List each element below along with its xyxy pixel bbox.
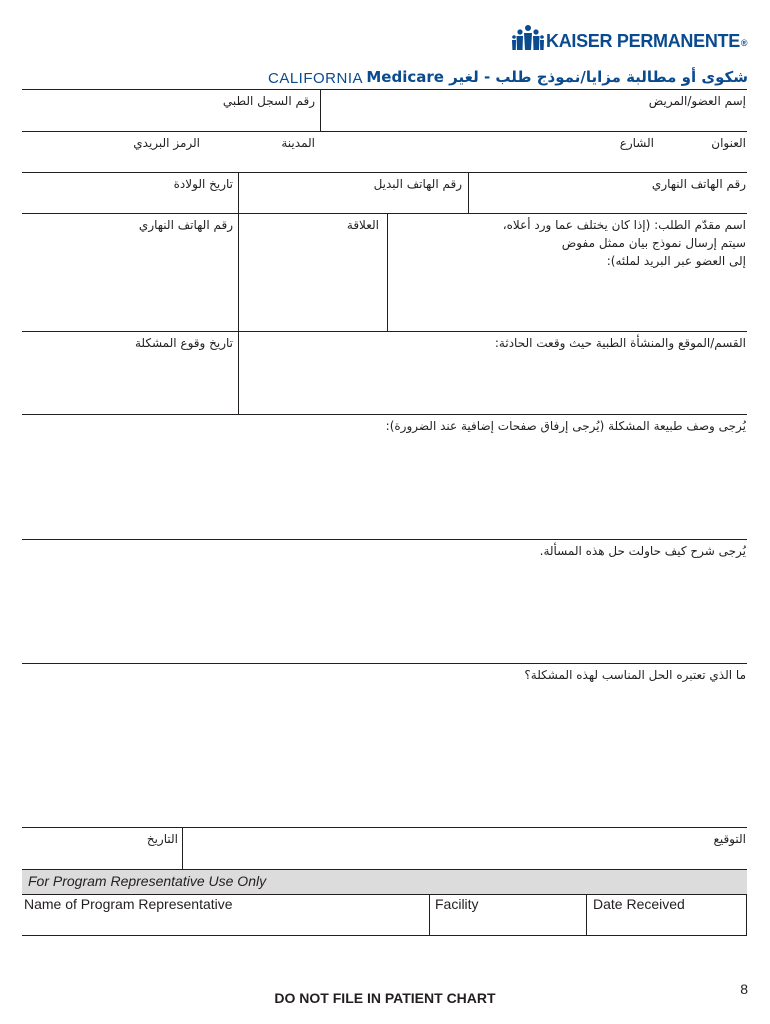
rep-name-field[interactable]: Name of Program Representative (24, 896, 233, 912)
facility-field[interactable]: Facility (435, 896, 479, 912)
rule (468, 172, 469, 213)
rule (22, 935, 747, 936)
zip-field[interactable]: الرمز البريدي (133, 136, 200, 150)
page-number: 8 (740, 981, 748, 997)
rule (586, 893, 587, 935)
rule (182, 827, 183, 869)
rule (22, 414, 747, 415)
kp-people-logo-icon (512, 24, 544, 52)
rule (22, 331, 747, 332)
incident-date-field[interactable]: تاريخ وقوع المشكلة (134, 336, 233, 350)
describe-problem-field[interactable]: يُرجى وصف طبيعة المشكلة (يُرجى إرفاق صفحات إضافية عند الضرورة): (385, 419, 746, 433)
address-field[interactable]: العنوان (711, 136, 746, 150)
signature-field[interactable]: التوقيع (713, 832, 746, 846)
rule (387, 213, 388, 331)
footer-note: DO NOT FILE IN PATIENT CHART (274, 990, 496, 1006)
rule (320, 89, 321, 131)
rule (22, 213, 747, 214)
rule (22, 89, 747, 90)
member-name-field[interactable]: إسم العضو/المريض (648, 94, 746, 108)
rule (22, 827, 747, 828)
requester-name-field[interactable]: اسم مقدّم الطلب: (إذا كان يختلف عما ورد أعلاه، (502, 218, 746, 232)
requester-phone-field[interactable]: رقم الهاتف النهاري (138, 218, 233, 232)
requester-note-line: إلى العضو عبر البريد لملئه): (606, 254, 746, 268)
dob-field[interactable]: تاريخ الولادة (173, 177, 233, 191)
form-title: شكوى أو مطالبة مزايا/نموذج طلب - لغير Medicare (366, 68, 748, 86)
program-rep-header (22, 869, 747, 895)
rule (429, 893, 430, 935)
rule (22, 663, 747, 664)
program-rep-header-label: For Program Representative Use Only (28, 873, 267, 889)
explain-attempts-field[interactable]: يُرجى شرح كيف حاولت حل هذه المسألة. (539, 544, 746, 558)
date-field[interactable]: التاريخ (146, 832, 178, 846)
alt-phone-field[interactable]: رقم الهاتف البديل (373, 177, 462, 191)
daytime-phone-field[interactable]: رقم الهاتف النهاري (651, 177, 746, 191)
logo-wordmark: KAISER PERMANENTE® (546, 31, 748, 51)
resolution-field[interactable]: ما الذي تعتبره الحل المناسب لهذه المشكلة؟ (524, 668, 746, 682)
requester-note-line: سيتم إرسال نموذج بيان ممثل مفوض (561, 236, 746, 250)
rule (22, 172, 747, 173)
rule (746, 893, 747, 935)
kaiser-permanente-logo (512, 24, 752, 54)
relationship-field[interactable]: العلاقة (346, 218, 379, 232)
department-facility-field[interactable]: القسم/الموقع والمنشأة الطبية حيث وقعت الحادثة: (494, 336, 746, 350)
date-received-field[interactable]: Date Received (593, 896, 685, 912)
city-field[interactable]: المدينة (281, 136, 315, 150)
street-field[interactable]: الشارع (619, 136, 654, 150)
region-label: CALIFORNIA (268, 70, 364, 87)
rule (238, 172, 239, 414)
rule (22, 131, 747, 132)
medical-record-field[interactable]: رقم السجل الطبي (222, 94, 315, 108)
rule (22, 539, 747, 540)
